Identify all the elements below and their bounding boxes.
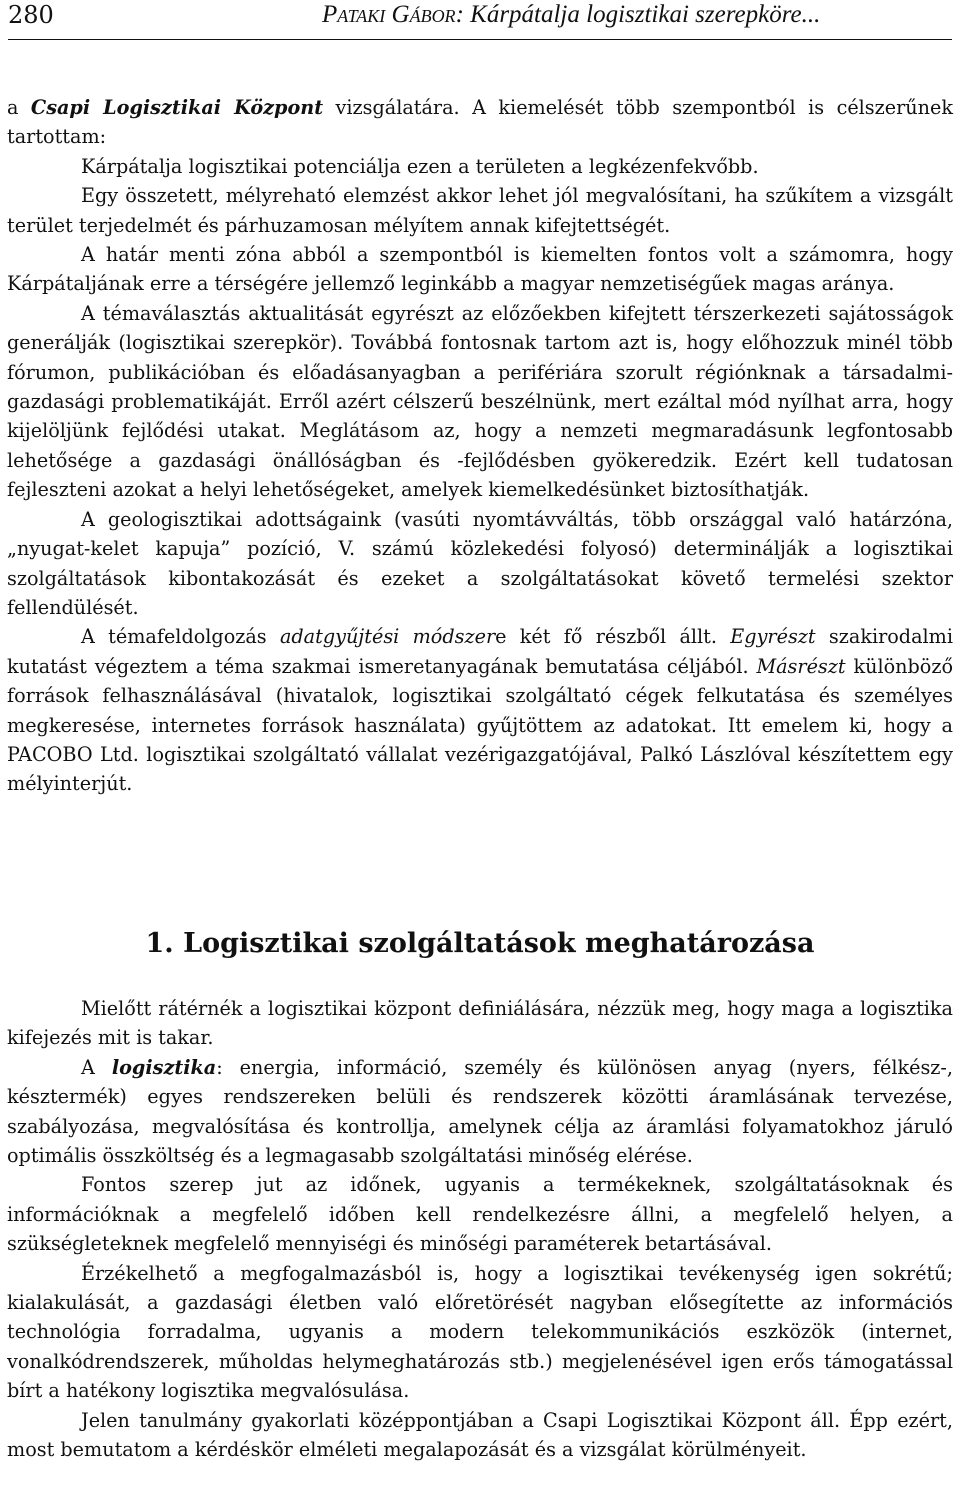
p7-b: e két fő részből állt. [495,625,731,649]
p9-pre: A [81,1055,112,1079]
p1-post: vizsgálatára. A kiemelését több szempontból is célszerűnek tartottam: [7,96,953,149]
p7-italic-1: adatgyűjtési módszer [279,625,496,649]
paragraph-2: Kárpátalja logisztikai potenciálja ezen a területen a legkézenfekvőbb. [81,154,759,178]
paragraph-7 [7,622,953,798]
p7-d: különböző források felhasználásával (hivatalok, logisztikai szolgáltató cégek felkutatása és személyes megkeresése, internetes források használata) gyűjtöttem az adatokat. Itt emelem ki, hogy a PACOBO Ltd. logisztikai szolgáltató vállalat vezérigazgatójával, Palkó Lászlóval készítettem egy mélyinterjút. [7,654,954,796]
paragraph-1 [7,93,953,152]
paragraph-12: Jelen tanulmány gyakorlati középpontjában a Csapi Logisztikai Központ áll. Épp ezért, most bemutatom a kérdéskör elméleti megalapozását és a vizsgálat körülményeit. [7,1408,953,1462]
p1-pre: a [7,96,31,119]
paragraph-11: Érzékelhető a megfogalmazásból is, hogy a logisztikai tevékenység igen sokrétű; kialakulását, a gazdasági életben való előretörését nagyban elősegítette az információs technológia forradalma, ugyanis a modern telekommunikációs eszközök (internet, vonalkódrendszerek, műholdas helymeghatározás stb.) megjelenésével igen erős támogatással bírt a hatékony logisztika megvalósulása. [7,1261,953,1403]
p9-post: : energia, információ, személy és különösen anyag (nyers, félkész-, késztermék) egyes rendszereken belüli és rendszerek közötti áramlásának tervezése, szabályozása, megvalósítása és kontrollja, amelynek célja az áramlási folyamatokhoz járuló optimális összköltség és a legmagasabb szolgáltatási minőség elérése. [7,1055,953,1168]
running-title-author: Pataki Gábor [322,1,456,28]
running-title-text: : Kárpátalja logisztikai szerepköre... [455,1,821,28]
paragraph-6: A geologisztikai adottságaink (vasúti nyomtávváltás, több országgal való határzóna, „nyugat-kelet kapuja” pozíció, V. számú közlekedési folyosó) determinálják a logisztikai szolgáltatások kibontakozását és ezeket a szolgáltatásokat követő termelési szektor fellendülését. [7,507,953,619]
paragraph-4: A határ menti zóna abból a szempontból is kiemelten fontos volt a számomra, hogy Kárpátaljának erre a térségére jellemző leginkább a magyar nemzetiségűek magas aránya. [7,243,953,296]
paragraph-9 [7,1053,953,1171]
p7-italic-2: Egyrészt [730,625,816,649]
body-text-section-2 [7,994,953,1465]
section-heading: 1. Logisztikai szolgáltatások meghatározása [145,928,815,959]
p9-term: logisztika [111,1055,217,1079]
p7-c: szakirodalmi kutatást végeztem a téma szakmai ismeretanyagának bemutatása céljából. [7,625,953,678]
paragraph-10: Fontos szerep jut az időnek, ugyanis a termékeknek, szolgáltatásoknak és információknak a megfelelő időben kell rendelkezésre állni, a megfelelő helyen, a szükségleteknek megfelelő mennyiségi és minőségi paraméterek betartásával. [7,1173,953,1256]
running-header [8,0,952,36]
paragraph-3: Egy összetett, mélyreható elemzést akkor lehet jól megvalósítani, ha szűkítem a vizsgált terület terjedelmét és párhuzamosan mélyítem annak kifejtettségét. [7,184,953,237]
paragraph-8: Mielőtt rátérnék a logisztikai központ definiálására, nézzük meg, hogy maga a logisztika kifejezés mit is takar. [7,997,953,1050]
p7-italic-3: Másrészt [756,654,846,678]
body-text-section-1 [7,93,953,799]
p1-emphasis: Csapi Logisztikai Központ [30,96,324,119]
page-number: 280 [8,1,54,29]
paragraph-5: A témaválasztás aktualitását egyrészt az előzőekben kifejtett térszerkezeti sajátosságok generálják (logisztikai szerepkör). Továbbá fontosnak tartom azt is, hogy előhozzuk minél több fórumon, publikációban és előadásanyagban a perifériára szorult régiónknak a társadalmi-gazdasági problematikáját. Erről azért célszerű beszélnünk, mert ezáltal mód nyílhat arra, hogy kijelöljünk fejlődési utakat. Meglátásom az, hogy a nemzeti megmaradásunk legfontosabb lehetősége a gazdasági önállóságban és -fejlődésben gyökeredzik. Ezért kell tudatosan fejleszteni azokat a helyi lehetőségeket, amelyek kiemelkedésünket biztosíthatják. [7,301,953,502]
header-rule [8,39,952,40]
p7-a: A témafeldolgozás [81,625,280,649]
running-title [322,0,820,30]
